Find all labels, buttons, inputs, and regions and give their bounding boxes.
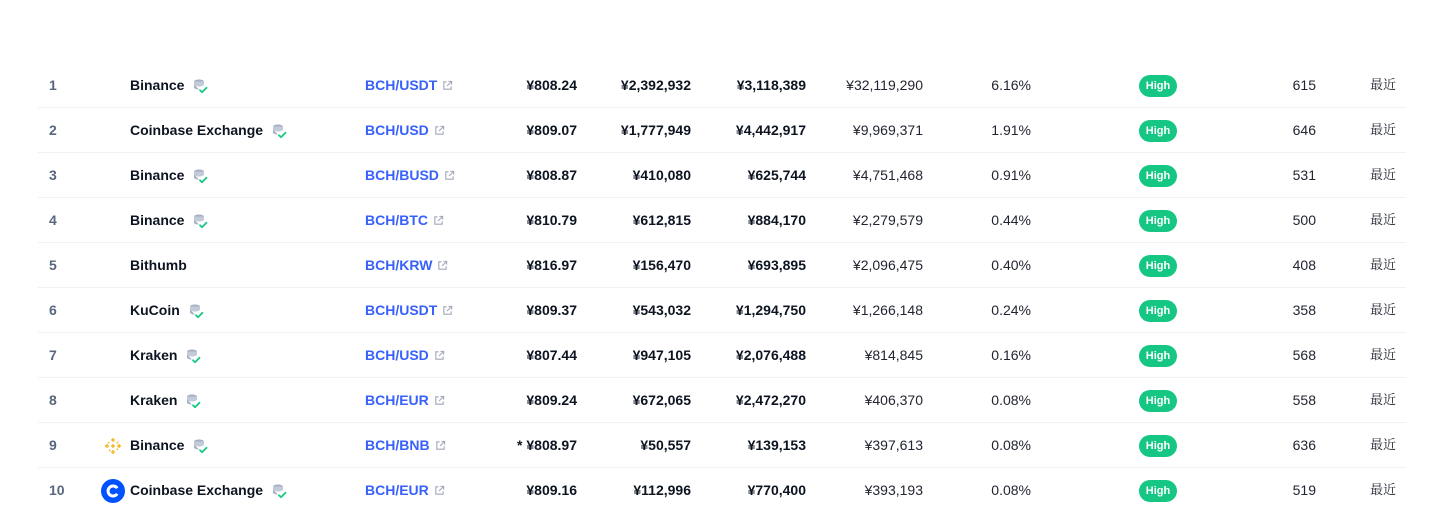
volume-share-cell: 0.08% — [991, 392, 1031, 408]
volume-cell: ¥2,279,579 — [852, 212, 923, 228]
pair-cell[interactable] — [365, 288, 453, 333]
confidence-badge[interactable]: High — [1139, 210, 1177, 232]
confidence-cell — [1138, 468, 1178, 513]
table-row[interactable] — [38, 333, 1406, 378]
pair-link[interactable]: BCH/EUR — [365, 392, 429, 408]
rank-cell: 1 — [49, 77, 57, 93]
confidence-cell — [1138, 153, 1178, 198]
verified-reserves-icon[interactable] — [192, 213, 208, 229]
volume-cell: ¥32,119,290 — [846, 77, 923, 93]
external-link-icon[interactable] — [434, 125, 445, 136]
external-link-icon[interactable] — [434, 350, 445, 361]
liquidity-score-cell: 519 — [1292, 482, 1316, 498]
exchange-name-cell[interactable] — [130, 423, 208, 468]
updated-cell: 最近 — [1369, 393, 1396, 408]
table-row[interactable] — [38, 153, 1406, 198]
table-row[interactable] — [38, 243, 1406, 288]
exchange-logo — [101, 468, 125, 513]
pair-link[interactable]: BCH/USD — [365, 347, 429, 363]
exchange-name-cell[interactable] — [130, 243, 187, 288]
pair-cell[interactable] — [365, 243, 448, 288]
volume-cell: ¥814,845 — [864, 347, 923, 363]
volume-share-cell: 0.40% — [991, 257, 1031, 273]
depth-plus-cell: ¥947,105 — [632, 347, 691, 363]
volume-cell: ¥406,370 — [864, 392, 923, 408]
price-cell: ¥809.16 — [526, 482, 577, 498]
confidence-cell — [1138, 288, 1178, 333]
depth-plus-cell: ¥612,815 — [632, 212, 691, 228]
volume-cell: ¥393,193 — [864, 482, 923, 498]
external-link-icon[interactable] — [437, 260, 448, 271]
volume-cell: ¥1,266,148 — [852, 302, 923, 318]
table-row[interactable] — [38, 423, 1406, 468]
verified-reserves-icon[interactable] — [271, 123, 287, 139]
confidence-badge[interactable]: High — [1139, 390, 1177, 412]
liquidity-score-cell: 636 — [1292, 437, 1316, 453]
table-row[interactable] — [38, 198, 1406, 243]
depth-plus-cell: ¥156,470 — [632, 257, 691, 273]
external-link-icon[interactable] — [442, 305, 453, 316]
updated-cell: 最近 — [1369, 303, 1396, 318]
volume-cell: ¥397,613 — [864, 437, 923, 453]
liquidity-score-cell: 646 — [1292, 122, 1316, 138]
price-cell: ¥809.07 — [526, 122, 577, 138]
pair-link[interactable]: BCH/BUSD — [365, 167, 439, 183]
confidence-badge[interactable]: High — [1139, 75, 1177, 97]
depth-minus-cell: ¥1,294,750 — [735, 302, 806, 318]
liquidity-score-cell: 568 — [1292, 347, 1316, 363]
exchange-name[interactable]: Binance — [130, 437, 185, 453]
rank-cell: 8 — [49, 392, 57, 408]
exchange-name[interactable]: Bithumb — [130, 257, 187, 273]
depth-minus-cell: ¥3,118,389 — [736, 77, 806, 93]
exchange-name-cell[interactable] — [130, 108, 287, 153]
rank-cell: 10 — [49, 482, 65, 498]
volume-share-cell: 0.08% — [991, 482, 1031, 498]
external-link-icon[interactable] — [442, 80, 453, 91]
depth-minus-cell: ¥139,153 — [747, 437, 806, 453]
confidence-badge[interactable]: High — [1139, 165, 1177, 187]
confidence-badge[interactable]: High — [1139, 120, 1177, 142]
volume-cell: ¥4,751,468 — [852, 167, 923, 183]
volume-share-cell: 0.44% — [991, 212, 1031, 228]
markets-table-body — [38, 63, 1406, 513]
liquidity-score-cell: 531 — [1292, 167, 1316, 183]
depth-plus-cell: ¥112,996 — [633, 482, 691, 498]
updated-cell: 最近 — [1369, 78, 1396, 93]
pair-link[interactable]: BCH/USDT — [365, 302, 438, 318]
verified-reserves-icon[interactable] — [192, 168, 208, 184]
price-cell: ¥808.87 — [526, 167, 577, 183]
pair-link[interactable]: BCH/BTC — [365, 212, 428, 228]
liquidity-score-cell: 500 — [1292, 212, 1316, 228]
exchange-logo — [101, 243, 125, 288]
depth-plus-cell: ¥50,557 — [640, 437, 691, 453]
exchange-name[interactable]: Binance — [130, 212, 185, 228]
updated-cell: 最近 — [1369, 483, 1396, 498]
rank-cell: 4 — [49, 212, 57, 228]
depth-plus-cell: ¥410,080 — [632, 167, 691, 183]
verified-reserves-icon[interactable] — [185, 348, 201, 364]
pair-link[interactable]: BCH/EUR — [365, 482, 429, 498]
liquidity-score-cell: 558 — [1292, 392, 1316, 408]
exchange-name[interactable]: Binance — [130, 167, 185, 183]
volume-share-cell: 6.16% — [991, 77, 1031, 93]
exchange-logo — [101, 153, 125, 198]
exchange-name[interactable]: Coinbase Exchange — [130, 482, 264, 498]
depth-plus-cell: ¥543,032 — [632, 302, 691, 318]
exchange-name-cell[interactable] — [130, 63, 208, 108]
table-row[interactable] — [38, 108, 1406, 153]
external-link-icon[interactable] — [433, 215, 444, 226]
external-link-icon[interactable] — [434, 485, 445, 496]
depth-minus-cell: ¥2,472,270 — [735, 392, 806, 408]
updated-cell: 最近 — [1369, 258, 1396, 273]
verified-reserves-icon[interactable] — [185, 393, 201, 409]
updated-cell: 最近 — [1369, 348, 1396, 363]
exchange-logo — [101, 63, 125, 108]
confidence-cell — [1138, 243, 1178, 288]
liquidity-score-cell: 408 — [1292, 257, 1316, 273]
volume-share-cell: 0.24% — [991, 302, 1031, 318]
rank-cell: 9 — [49, 437, 57, 453]
rank-cell: 2 — [49, 122, 57, 138]
confidence-cell — [1138, 423, 1178, 468]
depth-minus-cell: ¥693,895 — [747, 257, 806, 273]
exchange-logo — [101, 288, 125, 333]
exchange-name-cell[interactable] — [130, 333, 201, 378]
table-row[interactable] — [38, 378, 1406, 423]
exchange-logo — [101, 423, 125, 468]
exchange-name[interactable]: Kraken — [130, 347, 178, 363]
depth-minus-cell: ¥884,170 — [747, 212, 806, 228]
confidence-cell — [1138, 378, 1178, 423]
exchange-logo — [101, 108, 125, 153]
updated-cell: 最近 — [1369, 438, 1396, 453]
rank-cell: 6 — [49, 302, 57, 318]
external-link-icon[interactable] — [434, 395, 445, 406]
exchange-name-cell[interactable] — [130, 198, 208, 243]
verified-reserves-icon[interactable] — [192, 438, 208, 454]
price-cell: ¥809.37 — [526, 302, 577, 318]
binance-logo-icon — [102, 435, 124, 457]
confidence-badge[interactable]: High — [1139, 345, 1177, 367]
confidence-badge[interactable]: High — [1139, 480, 1177, 502]
volume-share-cell: 0.08% — [991, 437, 1031, 453]
rank-cell: 7 — [49, 347, 57, 363]
depth-plus-cell: ¥2,392,932 — [620, 77, 691, 93]
price-cell: ¥816.97 — [526, 257, 577, 273]
verified-reserves-icon[interactable] — [188, 303, 204, 319]
depth-minus-cell: ¥625,744 — [747, 167, 806, 183]
pair-cell[interactable] — [365, 468, 445, 513]
exchange-name[interactable]: KuCoin — [130, 302, 180, 318]
pair-cell[interactable] — [365, 378, 445, 423]
liquidity-score-cell: 615 — [1292, 77, 1316, 93]
exchange-logo — [101, 333, 125, 378]
liquidity-score-cell: 358 — [1292, 302, 1316, 318]
pair-cell[interactable] — [365, 198, 444, 243]
depth-minus-cell: ¥2,076,488 — [735, 347, 806, 363]
table-row[interactable] — [38, 468, 1406, 513]
exchange-logo — [101, 378, 125, 423]
exchange-name-cell[interactable] — [130, 468, 287, 513]
verified-reserves-icon[interactable] — [271, 483, 287, 499]
volume-share-cell: 0.91% — [991, 167, 1031, 183]
external-link-icon[interactable] — [435, 440, 446, 451]
volume-share-cell: 1.91% — [991, 122, 1031, 138]
external-link-icon[interactable] — [444, 170, 455, 181]
confidence-badge[interactable]: High — [1139, 435, 1177, 457]
depth-plus-cell: ¥672,065 — [632, 392, 691, 408]
pair-cell[interactable] — [365, 63, 453, 108]
confidence-badge[interactable]: High — [1139, 300, 1177, 322]
price-cell: ¥810.79 — [526, 212, 577, 228]
pair-link[interactable]: BCH/USDT — [365, 77, 438, 93]
price-cell: ¥809.24 — [526, 392, 577, 408]
pair-link[interactable]: BCH/USD — [365, 122, 429, 138]
price-cell: ¥808.24 — [526, 77, 577, 93]
pair-cell[interactable] — [365, 153, 455, 198]
volume-cell: ¥2,096,475 — [852, 257, 923, 273]
volume-share-cell: 0.16% — [991, 347, 1031, 363]
pair-cell[interactable] — [365, 333, 445, 378]
depth-minus-cell: ¥4,442,917 — [735, 122, 806, 138]
markets-table — [38, 63, 1406, 513]
table-row[interactable] — [38, 63, 1406, 108]
confidence-cell — [1138, 63, 1178, 108]
updated-cell: 最近 — [1369, 213, 1396, 228]
pair-link[interactable]: BCH/KRW — [365, 257, 433, 273]
verified-reserves-icon[interactable] — [192, 78, 208, 94]
confidence-cell — [1138, 333, 1178, 378]
exchange-logo — [101, 198, 125, 243]
price-cell: ¥807.44 — [526, 347, 577, 363]
exchange-name[interactable]: Coinbase Exchange — [130, 122, 264, 138]
exchange-name[interactable]: Kraken — [130, 392, 178, 408]
table-row[interactable] — [38, 288, 1406, 333]
price-cell: * ¥808.97 — [517, 437, 577, 453]
pair-cell[interactable] — [365, 423, 446, 468]
pair-cell[interactable] — [365, 108, 445, 153]
depth-plus-cell: ¥1,777,949 — [620, 122, 691, 138]
updated-cell: 最近 — [1369, 168, 1396, 183]
confidence-badge[interactable]: High — [1139, 255, 1177, 277]
confidence-cell — [1138, 198, 1178, 243]
coinbase-logo-icon — [101, 479, 125, 503]
exchange-name-cell[interactable] — [130, 153, 208, 198]
exchange-name[interactable]: Binance — [130, 77, 185, 93]
exchange-name-cell[interactable] — [130, 378, 201, 423]
volume-cell: ¥9,969,371 — [852, 122, 923, 138]
confidence-cell — [1138, 108, 1178, 153]
rank-cell: 5 — [49, 257, 57, 273]
exchange-name-cell[interactable] — [130, 288, 204, 333]
depth-minus-cell: ¥770,400 — [747, 482, 806, 498]
pair-link[interactable]: BCH/BNB — [365, 437, 430, 453]
rank-cell: 3 — [49, 167, 57, 183]
updated-cell: 最近 — [1369, 123, 1396, 138]
